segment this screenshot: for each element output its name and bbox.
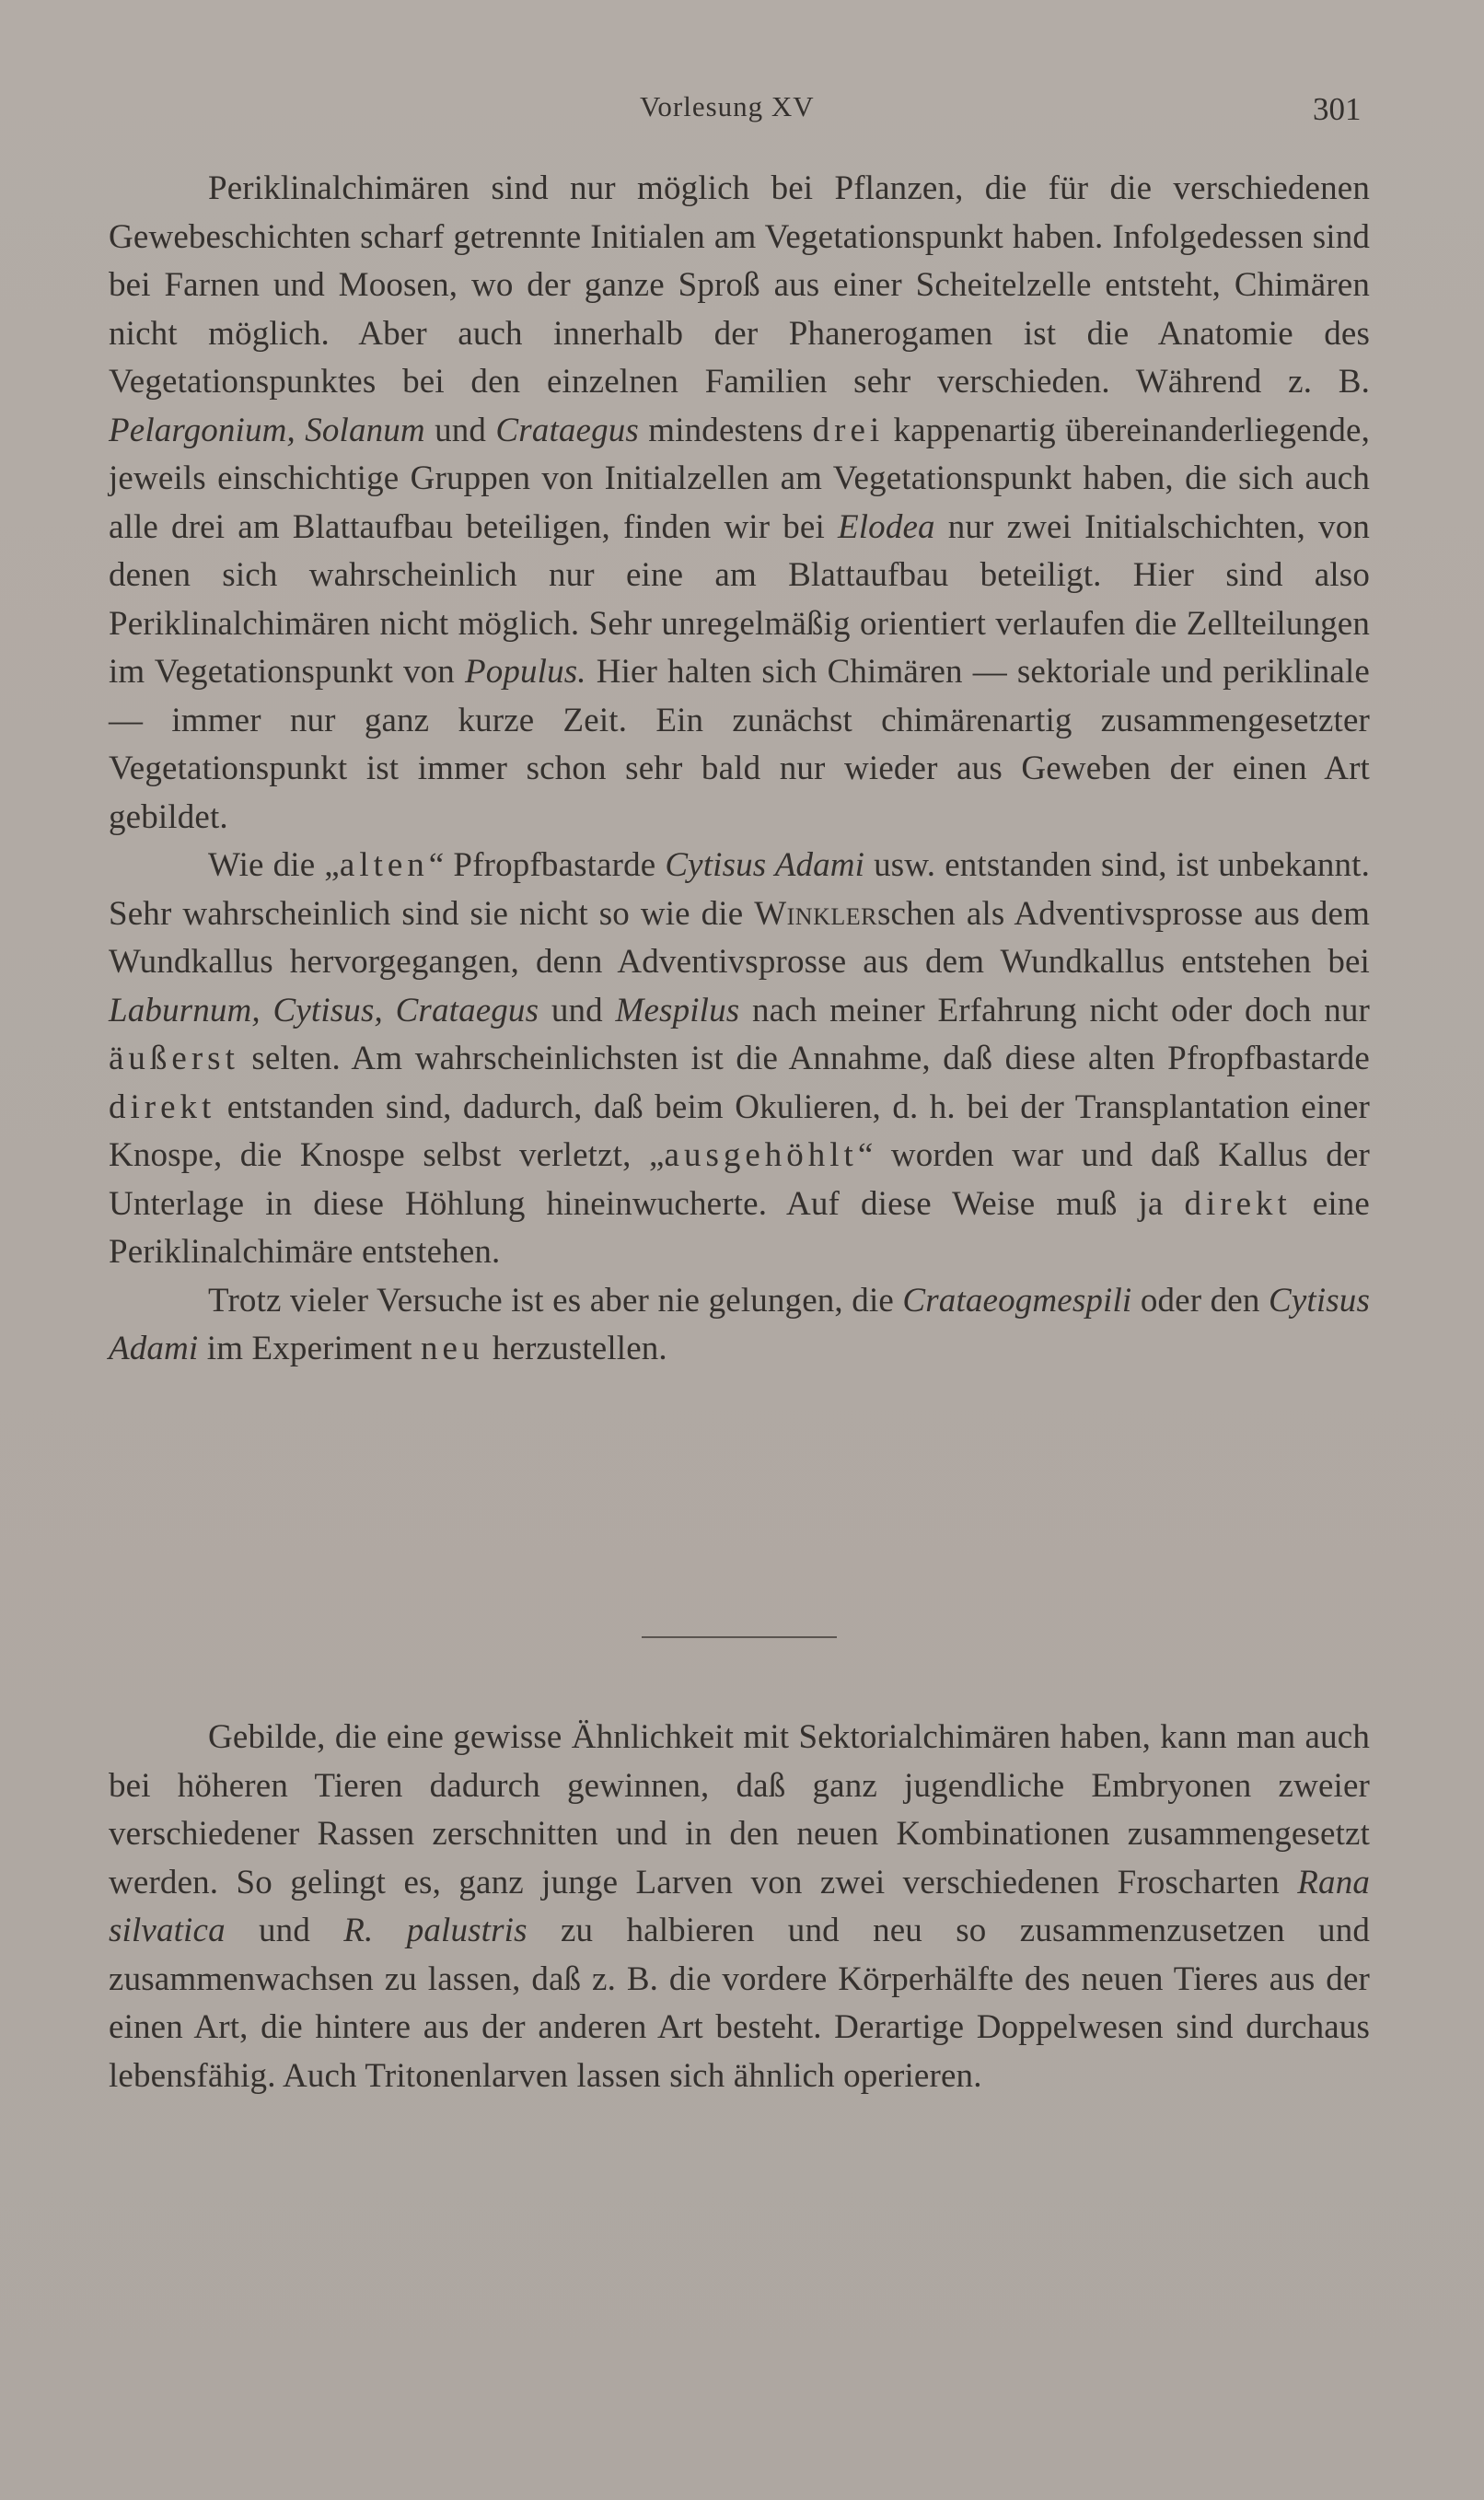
text-run: Gebilde, die eine gewisse Ähnlichkeit mit Sektorialchimären haben, kann man auch bei höheren Tieren dadurch gewinnen, daß ganz jugendliche Embryonen zweier verschiedener Rassen zerschnitten und in den neuen Kombinationen zusammengesetzt werden. So gelingt es, ganz junge Larven von zwei verschiedenen Froscharten bbox=[109, 1718, 1370, 1901]
text-run: mindestens bbox=[638, 411, 813, 449]
italic-species-name: Cytisus Adami bbox=[109, 1281, 1370, 1367]
text-run: und bbox=[225, 1912, 344, 1949]
text-run: zu halbieren und neu so zusammenzusetzen und zusammenwachsen zu lassen, daß z. B. die vordere Körperhälfte des neuen Tieres aus der einen Art, die hintere aus der anderen Art besteht. Derartige Doppelwesen sind durchaus lebensfähig. Auch Tritonenlarven lassen sich ähnlich operieren. bbox=[109, 1912, 1371, 2095]
italic-species-name: Cytisus Adami bbox=[665, 846, 865, 884]
spaced-emphasis: direkt bbox=[109, 1087, 216, 1126]
text-run: kappenartig übereinanderliegende, jeweils einschichtige Gruppen von Initialzellen am Vegetationspunkt haben, die sich auch alle drei am Blattaufbau beteiligen, finden wir bei bbox=[109, 411, 1370, 546]
running-title: Vorlesung XV bbox=[640, 90, 815, 122]
running-head bbox=[0, 88, 1484, 134]
text-run: “ worden war und daß Kallus der Unterlage in diese Höhlung hineinwucherte. Auf diese Weise muß ja bbox=[109, 1136, 1370, 1223]
text-run: nach meiner Erfahrung nicht oder doch nur bbox=[739, 991, 1370, 1029]
small-caps-author-name: Winkler bbox=[754, 894, 877, 933]
text-block-upper bbox=[109, 165, 1370, 1374]
italic-species-name: Rana silvatica bbox=[109, 1863, 1370, 1949]
spaced-emphasis: direkt bbox=[1184, 1184, 1292, 1223]
text-run: und bbox=[424, 411, 496, 449]
text-run: im Experiment bbox=[198, 1330, 422, 1367]
text-run: Hier halten sich Chimären — sektoriale und periklinale — immer nur ganz kurze Zeit. Ein zunächst chimärenartig zusammengesetzter Vegetationspunkt ist immer schon sehr bald nur wieder aus Geweben der einen Art gebildet. bbox=[109, 653, 1370, 836]
spaced-emphasis: neu bbox=[421, 1330, 484, 1367]
italic-genus-names: Pelargonium, Solanum bbox=[109, 411, 425, 449]
spaced-emphasis: drei bbox=[812, 411, 885, 449]
text-run: Trotz vieler Versuche ist es aber nie gelungen, die bbox=[208, 1281, 903, 1320]
spaced-emphasis: alten bbox=[339, 846, 429, 884]
text-run: Periklinalchimären sind nur möglich bei Pflanzen, die für die verschiedenen Gewebeschichten scharf getrennte Initialen am Vegetationspunkt haben. Infolgedessen sind bei Farnen und Moosen, wo der ganze Sproß aus einer Scheitelzelle entsteht, Chimären nicht möglich. Aber auch innerhalb der Phanerogamen ist die Anatomie des Vegetationspunktes bei den einzelnen Familien sehr verschieden. Während z. B. bbox=[109, 169, 1370, 401]
spaced-emphasis: äußerst bbox=[109, 1040, 239, 1077]
italic-genus-name: Crataeogmespili bbox=[902, 1281, 1132, 1320]
text-run: Wie die „ bbox=[208, 846, 340, 884]
text-run: nur zwei Initialschichten, von denen sich wahrscheinlich nur eine am Blattaufbau beteiligt. Hier sind also Periklinalchimären nicht möglich. Sehr unregelmäßig orientiert verlaufen die Zellteilungen im Vegetationspunkt von bbox=[109, 507, 1370, 691]
italic-genus-name: Elodea bbox=[837, 507, 935, 546]
italic-genus-name: Populus. bbox=[464, 653, 586, 691]
text-run: “ Pfropfbastarde bbox=[428, 846, 666, 884]
paragraph bbox=[109, 165, 1370, 842]
text-run: und bbox=[539, 991, 616, 1029]
section-divider bbox=[642, 1636, 837, 1638]
text-run: oder den bbox=[1131, 1281, 1269, 1320]
text-run: herzustellen. bbox=[483, 1330, 667, 1367]
italic-species-name: R. palustris bbox=[343, 1912, 528, 1949]
italic-genus-name: Crataegus bbox=[495, 411, 639, 449]
text-run: eine Periklinalchimäre entstehen. bbox=[109, 1184, 1370, 1271]
text-run: schen als Adventivsprosse aus dem Wundkallus hervorgegangen, denn Adventivsprosse aus dem Wundkallus entstehen bei bbox=[109, 894, 1371, 981]
spaced-emphasis: ausgehöhlt bbox=[664, 1136, 858, 1174]
paragraph bbox=[109, 842, 1370, 1277]
text-block-lower bbox=[109, 1714, 1370, 2100]
italic-genus-names: Laburnum, Cytisus, Crataegus bbox=[109, 991, 539, 1029]
page-number: 301 bbox=[1313, 91, 1362, 127]
text-run: selten. Am wahrscheinlichsten ist die Annahme, daß diese alten Pfropfbastarde bbox=[238, 1040, 1370, 1077]
paragraph bbox=[109, 1714, 1370, 2100]
paragraph bbox=[109, 1277, 1370, 1374]
text-run: usw. entstanden sind, ist unbekannt. Sehr wahrscheinlich sind sie nicht so wie die bbox=[109, 846, 1370, 933]
text-run: entstanden sind, dadurch, daß beim Okulieren, d. h. bei der Transplantation einer Knospe, die Knospe selbst verletzt, „ bbox=[109, 1087, 1370, 1174]
italic-genus-name: Mespilus bbox=[615, 991, 740, 1029]
